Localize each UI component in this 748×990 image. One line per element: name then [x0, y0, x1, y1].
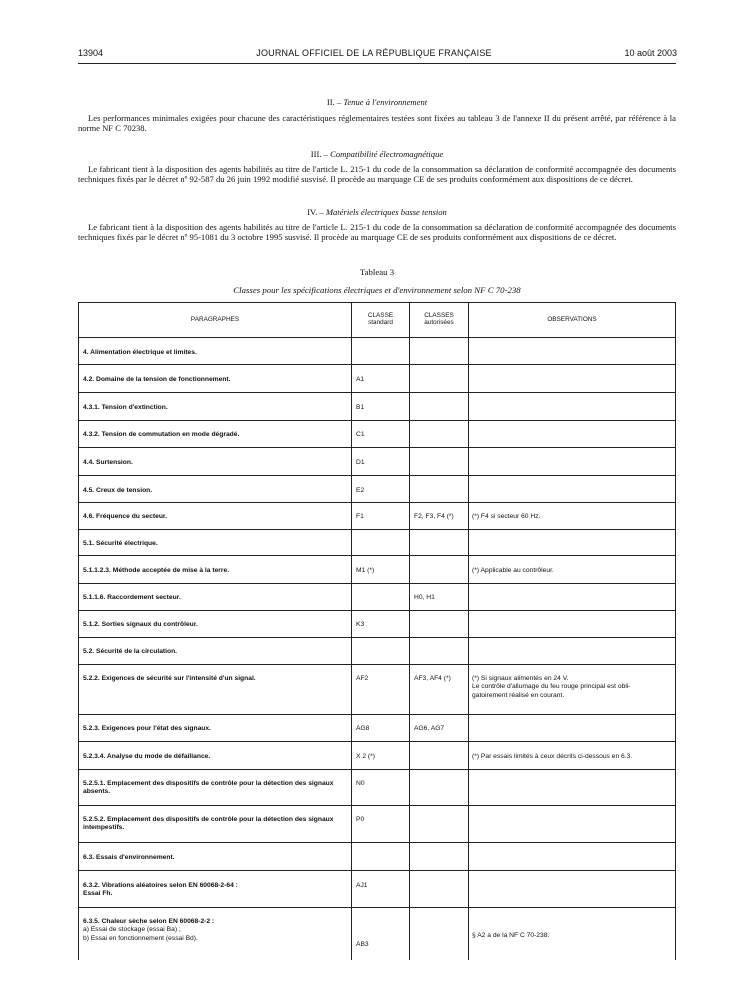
cell-standard: P0: [356, 816, 365, 823]
table-row: [79, 843, 675, 871]
cell-paragraph: 5.1. Sécurité électrique.: [83, 540, 158, 547]
table-header-row: [79, 303, 675, 338]
cell-paragraph: 5.2.5.1. Emplacement des dispositifs de contrôle pour la détection des signaux absents.: [83, 780, 334, 796]
section-paragraph: Le fabricant tient à la disposition des agents habilités au titre de l'article L. 215-1 du code de la consommation sa déclaration de conformité accompagnée des documents techniques fixés par le décret nº 92-587 du 26 juin 1992 modifié susvisé. Il procède au marquage CE de ses produits conformément aux dispositions de ce décret.: [78, 164, 676, 185]
header-classe-standard: CLASSE standard: [367, 312, 394, 326]
cell-standard: E2: [356, 487, 365, 494]
cell-paragraph: 5.2.2. Exigences de sécurité sur l'intensité d'un signal.: [83, 675, 256, 682]
table-row: [79, 421, 675, 448]
table-row: [79, 770, 675, 806]
header-rule: [78, 63, 676, 64]
cell-standard: AJ1: [356, 882, 368, 889]
cell-standard: AG8: [356, 725, 370, 732]
cell-observations: (*) F4 si secteur 60 Hz.: [472, 513, 541, 520]
cell-paragraph: 5.2. Sécurité de la circulation.: [83, 648, 178, 655]
cell-paragraph: [83, 918, 355, 943]
section-title: Compatibilité électromagnétique: [330, 149, 444, 159]
section-number: III. –: [310, 149, 328, 159]
cell-observations: (*) Si signaux alimentés en 24 V. Le contrôle d'allumage du feu rouge principal est obli- gatoirement réalisé en courant.: [472, 675, 631, 699]
cell-standard: C1: [356, 431, 365, 438]
cell-paragraph: 4.3.1. Tension d'extinction.: [83, 404, 168, 411]
cell-paragraph: 5.1.1.6. Raccordement secteur.: [83, 594, 181, 601]
table-caption: Classes pour les spécifications électriques et d'environnement selon NF C 70-238: [233, 285, 521, 295]
table-row: [79, 503, 675, 530]
cell-paragraph: 5.1.1.2.3. Méthode acceptée de mise à la terre.: [83, 567, 230, 574]
publication-date: 10 août 2003: [624, 48, 677, 58]
cell-standard: F1: [356, 513, 364, 520]
section-heading: [78, 97, 676, 107]
table-row: [79, 806, 675, 843]
cell-standard: N0: [356, 780, 365, 787]
cell-standard: AB3: [356, 941, 369, 948]
page-number: 13904: [78, 48, 104, 58]
section-title: Tenue à l'environnement: [343, 97, 428, 107]
table-row: [79, 871, 675, 908]
cell-standard: AF2: [356, 675, 369, 682]
table-label: Tableau 3: [359, 267, 395, 277]
cell-standard: B1: [356, 404, 365, 411]
cell-paragraph: 5.2.3.4. Analyse du mode de défaillance.: [83, 753, 211, 760]
header-classes-autorisees: CLASSES autorisées: [424, 312, 454, 326]
cell-paragraph: 6.3. Essais d'environnement.: [83, 854, 175, 861]
section-number: IV. –: [307, 207, 324, 217]
cell-autorisees: F2, F3, F4 (*): [414, 513, 454, 520]
table-row: [79, 611, 675, 638]
table-row: [79, 448, 675, 476]
cell-autorisees: H0, H1: [414, 594, 435, 601]
table-row: [79, 476, 675, 503]
cell-paragraph-subitems: a) Essai de stockage (essai Ba) ; b) Essai en fonctionnement (essai Bd).: [83, 926, 198, 942]
table-row: [79, 338, 675, 365]
cell-standard: A1: [356, 376, 365, 383]
table-row: [79, 365, 675, 393]
table-row: [79, 393, 675, 421]
specifications-table: [78, 302, 676, 960]
section-heading: [78, 149, 676, 159]
cell-paragraph: 4.2. Domaine de la tension de fonctionnement.: [83, 376, 231, 383]
section-heading: [78, 207, 676, 217]
cell-paragraph: 5.2.5.2. Emplacement des dispositifs de contrôle pour la détection des signaux intempestifs.: [83, 816, 334, 832]
cell-paragraph: 4.6. Fréquence du secteur.: [83, 513, 167, 520]
cell-standard: X 2 (*): [356, 753, 375, 760]
table-row: [79, 584, 675, 611]
table-row: [79, 556, 675, 584]
header-observations: OBSERVATIONS: [547, 316, 597, 323]
table-row: [79, 742, 675, 770]
journal-title: JOURNAL OFFICIEL DE LA RÉPUBLIQUE FRANÇAISE: [256, 48, 492, 58]
table-row: [79, 665, 675, 715]
cell-paragraph: 4.5. Creux de tension.: [83, 487, 153, 494]
cell-paragraph: 4.4. Surtension.: [83, 459, 133, 466]
cell-paragraph: 5.1.2. Sorties signaux du contrôleur.: [83, 621, 198, 628]
cell-observations: § A2 a de la NF C 70-238.: [472, 932, 550, 939]
cell-observations: (*) Par essais limités à ceux décrits ci-dessous en 6.3.: [472, 753, 633, 760]
cell-standard: D1: [356, 459, 365, 466]
table-row: [79, 638, 675, 665]
table-row: [79, 715, 675, 742]
cell-paragraph: 4.3.2. Tension de commutation en mode dégradé.: [83, 431, 240, 438]
cell-paragraph: 5.2.3. Exigences pour l'état des signaux.: [83, 725, 211, 732]
cell-standard: M1 (*): [356, 567, 375, 574]
cell-standard: K3: [356, 621, 365, 628]
section-number: II. –: [326, 97, 342, 107]
table-row: [79, 908, 675, 961]
table-row: [79, 530, 675, 556]
cell-paragraph-title: 6.3.5. Chaleur sèche selon EN 60068-2-2 :: [83, 918, 215, 925]
header-paragraphes: PARAGRAPHES: [190, 316, 240, 323]
section-paragraph: Le fabricant tient à la disposition des agents habilités au titre de l'article L. 215-1 du code de la consommation sa déclaration de conformité accompagnée des documents techniques fixés par le décret nº 95-1081 du 3 octobre 1995 susvisé. Il procède au marquage CE de ses produits conformément aux dispositions de ce décret.: [78, 222, 676, 243]
cell-paragraph: 4. Alimentation électrique et limites.: [83, 349, 197, 356]
cell-autorisees: AG6, AG7: [414, 725, 445, 732]
section-title: Matériels électriques basse tension: [325, 207, 447, 217]
cell-observations: (*) Applicable au contrôleur.: [472, 567, 554, 574]
cell-paragraph: 6.3.2. Vibrations aléatoires selon EN 60068-2-64 : Essai Fh.: [83, 882, 238, 898]
section-paragraph: Les performances minimales exigées pour chacune des caractéristiques réglementaires testées sont fixées au tableau 3 de l'annexe II du présent arrêté, par référence à la norme NF C 70238.: [78, 113, 676, 134]
cell-autorisees: AF3, AF4 (*): [414, 675, 451, 682]
